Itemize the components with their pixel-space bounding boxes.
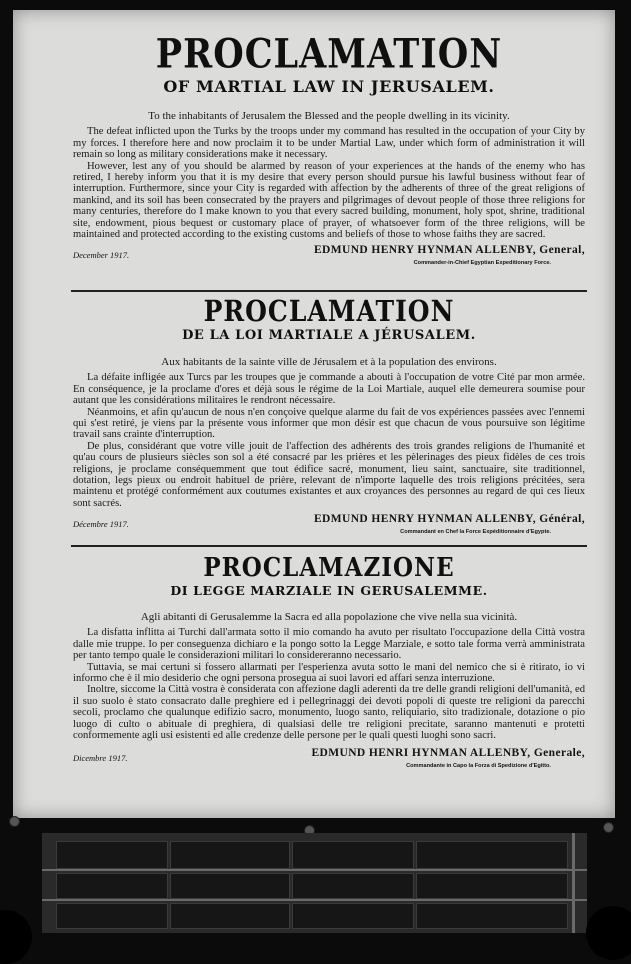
grating-cell <box>170 903 290 929</box>
section-divider <box>71 290 587 292</box>
wall-grating <box>42 833 587 933</box>
grating-cell <box>56 873 168 899</box>
grating-cell <box>292 903 414 929</box>
french-paragraph: De plus, considérant que votre ville jouit de l'affection des adhérents des trois grandes religions de l'humanité et qu'au cours de plusieurs siècles son sol a été consacré par les prières et les pèlerinages des pieux fidèles de ces trois religions, je proclame conséquemment que tout édifice sacré, monument, lieu saint, sanctuaire, site traditionnel, dotation, legs pieux ou endroit habituel de prière, relevant de n'importe laquelle des trois religions précitées, sera maintenu et protégé conformément aux coutumes existantes et aux croyances des personnes au regard de qui ces lieux sont sacrés. <box>73 440 585 509</box>
grating-cell <box>170 873 290 899</box>
french-signature: EDMUND HENRY HYNMAN ALLENBY, Général, <box>313 513 585 526</box>
italian-paragraph: La disfatta inflitta ai Turchi dall'armata sotto il mio comando ha avuto per risultato l'occupazione della Città vostra dalle mie truppe. Io per conseguenza dichiaro e la pongo sotto la Legge Marziale, e sotto tale forma verrà amministrata per tanto tempo quale le considerazioni militari lo considereranno necessario. <box>73 627 585 662</box>
french-address: Aux habitants de la sainte ville de Jérusalem et à la population des environs. <box>161 356 497 368</box>
grating-cell <box>56 903 168 929</box>
grating-bar <box>42 869 587 871</box>
english-subtitle: OF MARTIAL LAW IN JERUSALEM. <box>163 77 495 96</box>
english-signature-block <box>73 244 585 268</box>
italian-signature-block <box>73 747 585 771</box>
english-title: PROCLAMATION <box>155 30 503 78</box>
corner-shadow <box>586 906 631 960</box>
grating-cell <box>56 841 168 869</box>
grating-cell <box>416 873 568 899</box>
french-subtitle: DE LA LOI MARTIALE A JÉRUSALEM. <box>182 328 476 343</box>
grating-bar <box>42 899 587 901</box>
italian-paragraph: Inoltre, siccome la Città vostra è considerata con affezione dagli aderenti da tre delle grandi religioni dell'umanità, ed il suo suolo è stato consacrato dalle preghiere ed i pellegrinaggi dei devoti popoli di queste tre religioni da parecchi secoli, proclamo che qualunque edifizio sacro, monumento, luogo santo, reliquiario, sito tradizionale, dotazione o pio luogo di culto o abituale di preghiera, di qualsiasi delle tre religioni precitate, saranno mantenuti e protetti conformemente agli usi esistenti ed alle credenze delle persone per le quali questi luoghi sono sacri. <box>73 684 585 742</box>
pin-hole <box>9 816 20 827</box>
french-signature-title: Commandant en Chef la Force Expéditionnaire d'Egypte. <box>400 529 551 536</box>
corner-shadow <box>0 910 32 964</box>
italian-paragraph: Tuttavia, se mai certuni si fossero allarmati per l'esperienza avuta sotto le mani del nemico che si è ritirato, io vi informo che è il mio desiderio che ogni persona prosegua ai suoi lavori ed affari senza interruzione. <box>73 661 585 685</box>
grating-cell <box>416 841 568 869</box>
french-section <box>73 294 585 537</box>
italian-signature-title: Commandante in Capo la Forza di Spedizione d'Egitto. <box>406 763 551 770</box>
italian-title: PROCLAMAZIONE <box>203 551 455 583</box>
italian-date: Dicembre 1917. <box>73 753 128 764</box>
english-signature: EDMUND HENRY HYNMAN ALLENBY, General, <box>313 244 585 257</box>
french-paragraph: Néanmoins, et afin qu'aucun de nous n'en conçoive quelque alarme du fait de vos expériences passées avec l'ennemi qui s'est retiré, je viens par la présente vous informer que mon désir est que chacun de vous poursuive son légitime travail sans crainte d'interruption. <box>73 406 585 441</box>
italian-subtitle: DI LEGGE MARZIALE IN GERUSALEMME. <box>170 583 488 598</box>
french-date: Décembre 1917. <box>73 519 129 530</box>
english-address: To the inhabitants of Jerusalem the Blessed and the people dwelling in its vicinity. <box>148 110 510 122</box>
french-signature-block <box>73 513 585 537</box>
grating-cell <box>292 841 414 869</box>
section-divider <box>71 545 587 547</box>
grating-bar <box>572 833 575 933</box>
proclamation-poster <box>13 10 615 818</box>
grating-cell <box>416 903 568 929</box>
grating-cell <box>170 841 290 869</box>
english-paragraph: However, lest any of you should be alarmed by reason of your experiences at the hands of the enemy who has retired, I hereby inform you that it is my desire that every person should pursue his lawful business without fear of interruption. Furthermore, since your City is regarded with affection by the adherents of three of the great religions of mankind, and its soil has been consecrated by the prayers and pilgrimages of devout people of those three religions for many centuries, therefore do I make known to you that every sacred building, monument, holy spot, shrine, traditional site, endowment, pious bequest or customary place of prayer, of whatsoever form of the three religions, will be maintained and protected according to the existing customs and beliefs of those to whose faiths they are sacred. <box>73 160 585 241</box>
pin-hole <box>603 822 614 833</box>
italian-signature: EDMUND HENRI HYNMAN ALLENBY, Generale, <box>311 747 585 760</box>
grating-cell <box>292 873 414 899</box>
french-title: PROCLAMATION <box>203 294 455 329</box>
english-paragraph: The defeat inflicted upon the Turks by the troops under my command has resulted in the occupation of your City by my forces. I therefore here and now proclaim it to be under Martial Law, under which form of administration it will remain so long as military considerations make it necessary. <box>73 126 585 161</box>
english-signature-title: Commander-in-Chief Egyptian Expeditionary Force. <box>413 260 551 267</box>
italian-section <box>73 551 585 771</box>
english-section <box>73 30 585 268</box>
french-paragraph: La défaite infligée aux Turcs par les troupes que je commande a abouti à l'occupation de votre Cité par mon armée. En conséquence, je la proclame d'ores et déjà sous le régime de la Loi Martiale, auquel elle demeurera soumise pour autant que les considérations militaires le rendront nécessaire. <box>73 372 585 407</box>
english-date: December 1917. <box>73 250 130 261</box>
italian-address: Agli abitanti di Gerusalemme la Sacra ed alla popolazione che vive nella sua vicinità. <box>140 611 518 623</box>
